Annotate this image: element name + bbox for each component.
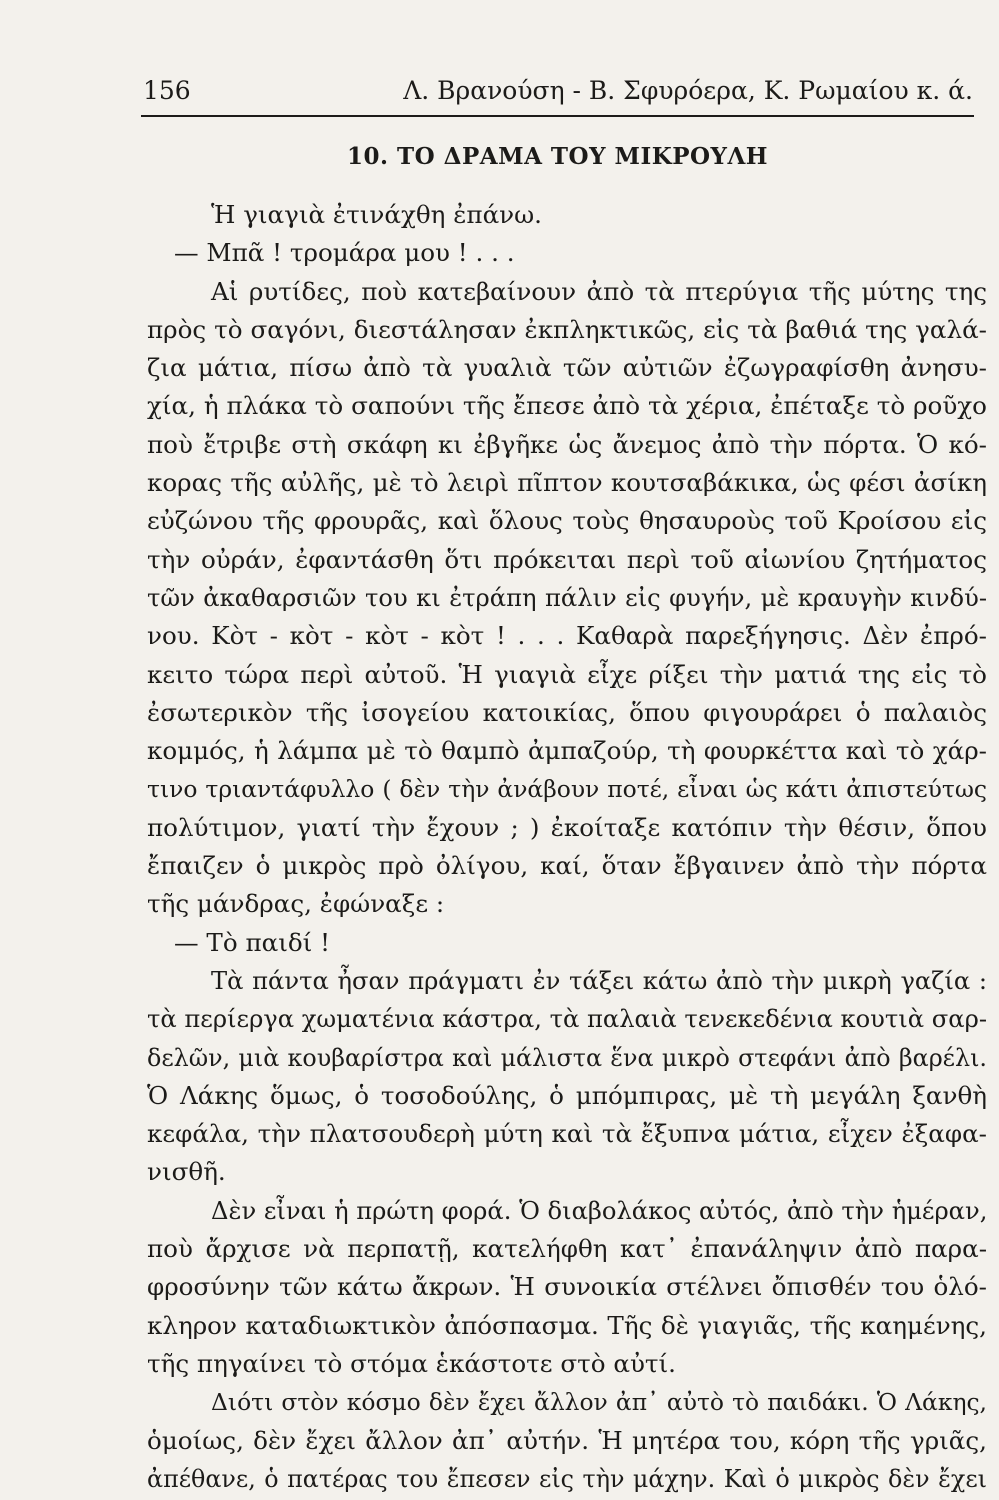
chapter-title: 10. ΤΟ ΔΡΑΜΑ ΤΟΥ ΜΙΚΡΟΥΛΗ: [346, 143, 769, 170]
text-line: κειτο τώρα περὶ αὐτοῦ. Ἡ γιαγιὰ εἶχε ρίξει τὴν ματιά της εἰς τὸ: [147, 659, 987, 689]
text-line: νισθῆ.: [147, 1157, 226, 1187]
text-line: εὐζώνου τῆς φρουρᾶς, καὶ ὅλους τοὺς θησαυροὺς τοῦ Κροίσου εἰς: [147, 506, 987, 536]
text-line: δελῶν, μιὰ κουβαρίστρα καὶ μάλιστα ἕνα μικρὸ στεφάνι ἀπὸ βαρέλι.: [147, 1043, 987, 1072]
text-line: Τὰ πάντα ἦσαν πράγματι ἐν τάξει κάτω ἀπὸ τὴν μικρὴ γαζία :: [211, 966, 987, 995]
text-line: τὰ περίεργα χωματένια κάστρα, τὰ παλαιὰ τενεκεδένια κουτιὰ σαρ-: [147, 1005, 987, 1034]
text-line: τὴν οὐράν, ἐφαντάσθη ὅτι πρόκειται περὶ τοῦ αἰωνίου ζητήματος: [147, 544, 987, 574]
text-line: ἔπαιζεν ὁ μικρὸς πρὸ ὀλίγου, καί, ὅταν ἔβγαινεν ἀπὸ τὴν πόρτα: [147, 851, 987, 881]
text-line: φροσύνην τῶν κάτω ἄκρων. Ἡ συνοικία στέλνει ὄπισθέν του ὁλό-: [147, 1272, 987, 1302]
page-number: 156: [143, 76, 191, 105]
text-line: πρὸς τὸ σαγόνι, διεστάλησαν ἐκπληκτικῶς, εἰς τὰ βαθιά της γαλά-: [147, 314, 987, 344]
text-line: νου. Κὸτ - κὸτ - κὸτ - κὸτ ! . . . Καθαρὰ παρεξήγησις. Δὲν ἐπρό-: [147, 621, 987, 651]
running-header: [143, 72, 973, 112]
text-line: ἐσωτερικὸν τῆς ἰσογείου κατοικίας, ὅπου φιγουράρει ὁ παλαιὸς: [147, 697, 987, 727]
header-rule: [141, 115, 974, 117]
text-line: — Μπᾶ ! τρομάρα μου ! . . .: [174, 238, 515, 268]
text-line: χία, ἡ πλάκα τὸ σαπούνι τῆς ἔπεσε ἀπὸ τὰ χέρια, ἐπέταξε τὸ ροῦχο: [147, 391, 987, 421]
text-line: κληρον καταδιωκτικὸν ἀπόσπασμα. Τῆς δὲ γιαγιᾶς, τῆς καημένης,: [147, 1310, 987, 1340]
text-line: κομμός, ἡ λάμπα μὲ τὸ θαμπὸ ἀμπαζούρ, τὴ φουρκέττα καὶ τὸ χάρ-: [147, 736, 987, 766]
text-line: Διότι στὸν κόσμο δὲν ἔχει ἄλλον ἀπ᾽ αὐτὸ τὸ παιδάκι. Ὁ Λάκης,: [211, 1388, 987, 1417]
text-line: ἀπέθανε, ὁ πατέρας του ἔπεσεν εἰς τὴν μάχην. Καὶ ὁ μικρὸς δὲν ἔχει: [147, 1464, 987, 1493]
running-title: Λ. Βρανούση - Β. Σφυρόερα, Κ. Ρωμαίου κ. ά.: [403, 76, 973, 105]
body-text: [147, 196, 987, 1498]
text-line: ποὺ ἔτριβε στὴ σκάφη κι ἐβγῆκε ὡς ἄνεμος ἀπὸ τὴν πόρτα. Ὁ κό-: [147, 429, 987, 459]
text-line: πολύτιμον, γιατί τὴν ἔχουν ; ) ἐκοίταξε κατόπιν τὴν θέσιν, ὅπου: [147, 812, 987, 842]
text-line: τῶν ἀκαθαρσιῶν του κι ἐτράπη πάλιν εἰς φυγήν, μὲ κραυγὴν κινδύ-: [147, 583, 987, 612]
text-line: ζια μάτια, πίσω ἀπὸ τὰ γυαλιὰ τῶν αὐτιῶν ἐζωγραφίσθη ἀνησυ-: [147, 353, 987, 383]
text-line: Αἱ ρυτίδες, ποὺ κατεβαίνουν ἀπὸ τὰ πτερύγια τῆς μύτης της: [211, 276, 987, 306]
text-line: ποὺ ἄρχισε νὰ περπατῇ, κατελήφθη κατ᾽ ἐπανάληψιν ἀπὸ παρα-: [147, 1234, 987, 1264]
text-line: τινο τριαντάφυλλο ( δὲν τὴν ἀνάβουν ποτέ, εἶναι ὡς κάτι ἀπιστεύτως: [147, 775, 987, 804]
text-line: κορας τῆς αὐλῆς, μὲ τὸ λειρὶ πῖπτον κουτσαβάκικα, ὡς φέσι ἀσίκη: [147, 468, 987, 498]
text-line: Ὁ Λάκης ὅμως, ὁ τοσοδούλης, ὁ μπόμπιρας, μὲ τὴ μεγάλη ξανθὴ: [147, 1080, 987, 1110]
text-line: Δὲν εἶναι ἡ πρώτη φορά. Ὁ διαβολάκος αὐτός, ἀπὸ τὴν ἡμέραν,: [211, 1196, 988, 1225]
text-line: κεφάλα, τὴν πλατσουδερὴ μύτη καὶ τὰ ἔξυπνα μάτια, εἶχεν ἐξαφα-: [147, 1119, 987, 1149]
text-line: τῆς πηγαίνει τὸ στόμα ἑκάστοτε στὸ αὐτί.: [147, 1348, 676, 1378]
text-line: τῆς μάνδρας, ἐφώναξε :: [147, 889, 445, 919]
text-line: ὁμοίως, δὲν ἔχει ἄλλον ἀπ᾽ αὐτήν. Ἡ μητέρα του, κόρη τῆς γριᾶς,: [147, 1425, 987, 1455]
text-line: Ἡ γιαγιὰ ἐτινάχθη ἐπάνω.: [211, 200, 542, 229]
text-line: — Τὸ παιδί !: [174, 927, 331, 957]
